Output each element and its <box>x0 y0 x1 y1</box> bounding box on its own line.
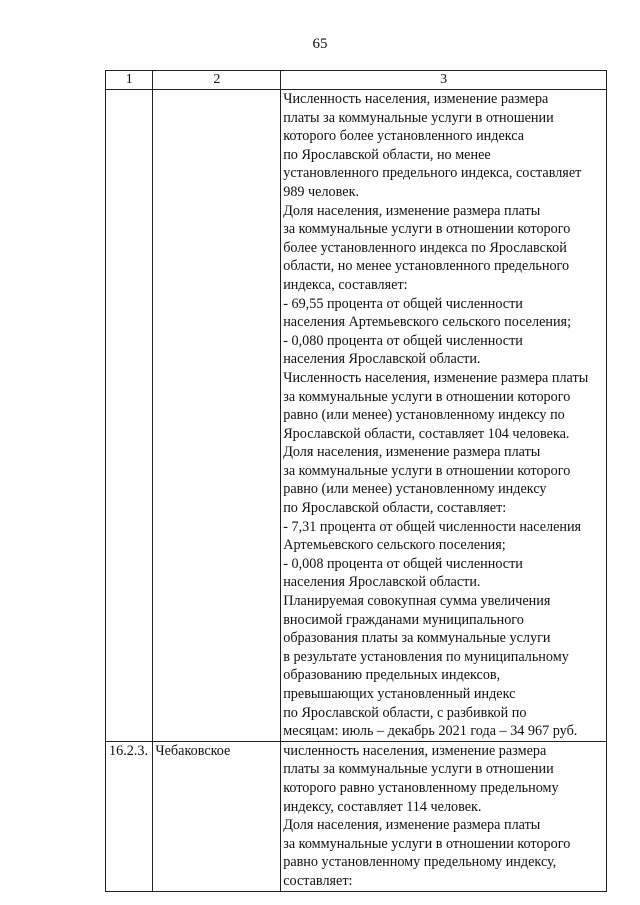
text-line: за коммунальные услуги в отношении которого <box>283 221 571 238</box>
text-line: Ярославской области, составляет 104 человека. <box>283 425 570 442</box>
text-line: за коммунальные услуги в отношении которого <box>283 388 571 405</box>
settlement-name: Чебаковское <box>153 741 281 891</box>
text-line: образования платы за коммунальные услуги <box>283 630 551 647</box>
text-line: 989 человек. <box>283 183 360 200</box>
text-line: Доля населения, изменение размера платы <box>283 444 541 461</box>
text-line: индекса, составляет: <box>283 276 408 293</box>
text-line: составляет: <box>283 872 353 889</box>
settlement-name <box>153 90 281 742</box>
text-line: Доля населения, изменение размера платы <box>283 202 541 219</box>
table-row <box>106 741 607 891</box>
text-line: - 0,008 процента от общей численности <box>283 555 523 572</box>
table-header-row <box>106 71 607 90</box>
text-line: населения Артемьевского сельского поселения; <box>283 314 572 331</box>
text-line: равно (или менее) установленному индексу <box>283 481 547 498</box>
text-line: платы за коммунальные услуги в отношении <box>283 761 554 778</box>
text-line: равно установленному предельному индексу, <box>283 854 557 871</box>
text-line: численность населения, изменение размера <box>283 742 547 759</box>
text-line: платы за коммунальные услуги в отношении <box>283 109 554 126</box>
text-line: за коммунальные услуги в отношении которого <box>283 835 571 852</box>
text-line: более установленного индекса по Ярославской <box>283 239 567 256</box>
text-line: равно (или менее) установленному индексу по <box>283 407 565 424</box>
text-line: вносимой гражданами муниципального <box>283 611 524 628</box>
text-line: по Ярославской области, составляет: <box>283 500 507 517</box>
text-line: превышающих установленный индекс <box>283 686 516 702</box>
text-line: которого более установленного индекса <box>283 128 525 145</box>
text-line: населения Ярославской области. <box>283 351 481 368</box>
text-line: индексу, составляет 114 человек. <box>283 798 482 815</box>
text-line: в результате установления по муниципальному <box>283 648 569 665</box>
header-col-1: 1 <box>106 71 153 90</box>
row-number <box>106 90 153 742</box>
header-col-3: 3 <box>281 71 607 90</box>
text-line: - 69,55 процента от общей численности <box>283 295 523 312</box>
text-line: области, но менее установленного предельного <box>283 258 570 275</box>
text-line: месяцам: июль – декабрь 2021 года – 34 967 руб. <box>283 723 578 740</box>
description-cell <box>281 90 607 742</box>
text-line: образованию предельных индексов, <box>283 667 501 684</box>
text-line: Артемьевского сельского поселения; <box>283 537 506 554</box>
text-line: - 7,31 процента от общей численности населения <box>283 518 582 535</box>
text-line: по Ярославской области, но менее <box>283 146 491 163</box>
text-line: Численность населения, изменение размера платы <box>283 369 589 386</box>
text-line: - 0,080 процента от общей численности <box>283 332 523 349</box>
table-row <box>106 90 607 742</box>
description-cell <box>281 741 607 891</box>
text-line: Численность населения, изменение размера <box>283 91 549 107</box>
text-line: по Ярославской области, с разбивкой по <box>283 704 527 721</box>
row-number: 16.2.3. <box>106 741 153 891</box>
document-table <box>105 70 607 892</box>
text-line: населения Ярославской области. <box>283 574 481 591</box>
text-line: установленного предельного индекса, составляет <box>283 165 582 182</box>
header-col-2: 2 <box>153 71 281 90</box>
page-number: 65 <box>312 36 328 52</box>
text-line: Планируемая совокупная сумма увеличения <box>283 593 551 610</box>
text-line: Доля населения, изменение размера платы <box>283 817 541 834</box>
text-line: за коммунальные услуги в отношении которого <box>283 462 571 479</box>
text-line: которого равно установленному предельному <box>283 779 559 796</box>
